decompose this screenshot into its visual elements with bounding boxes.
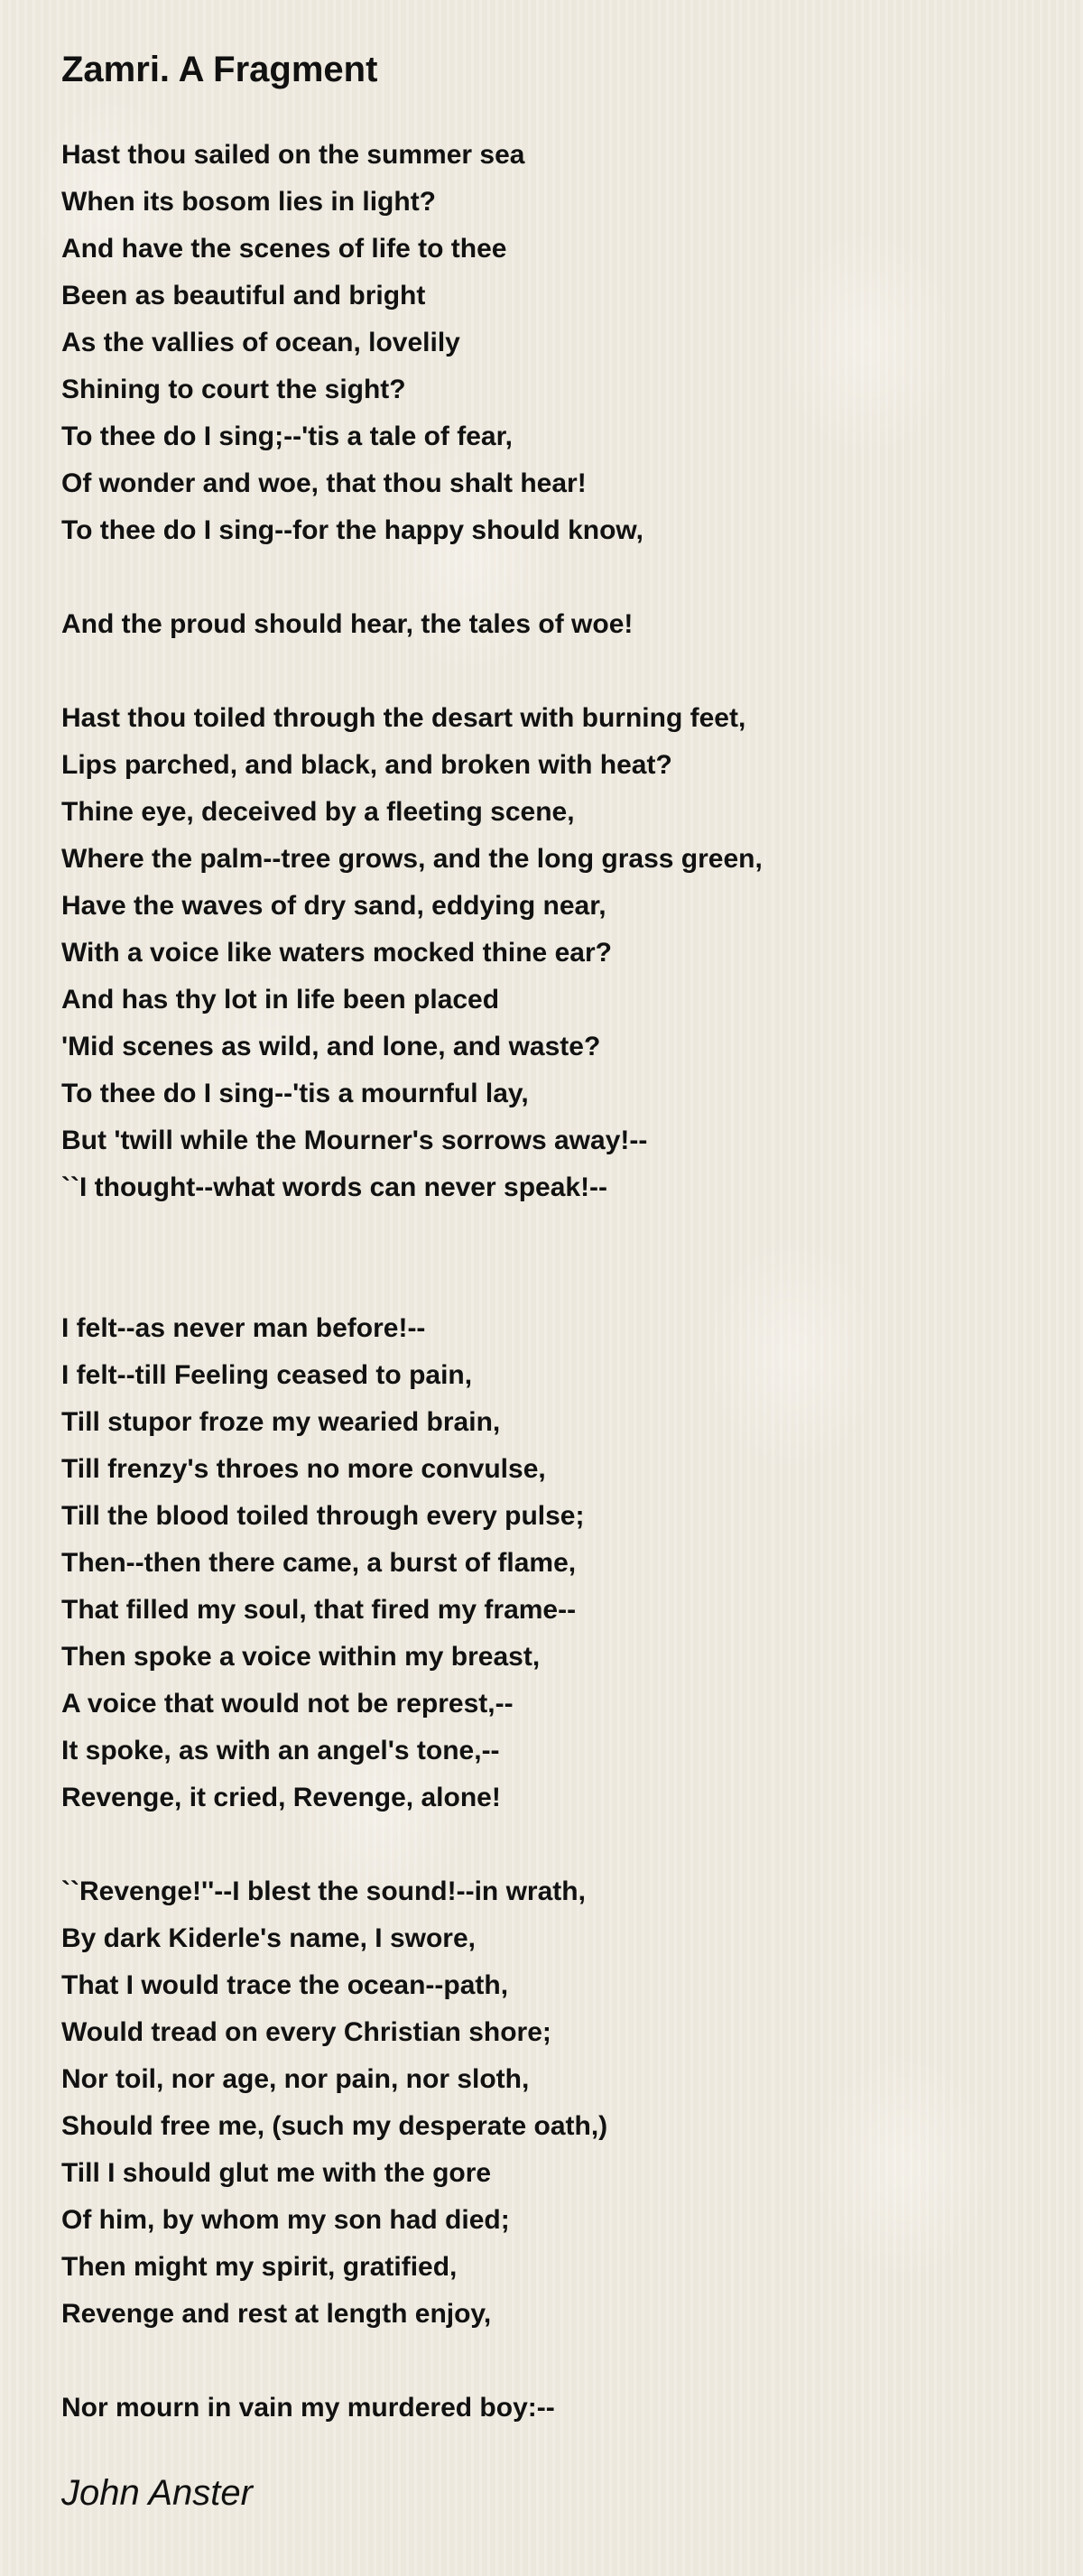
poem-line: ``Revenge!''--I blest the sound!--in wrath, — [61, 1876, 586, 1906]
stanza-break — [61, 648, 1036, 695]
poem-line: Have the waves of dry sand, eddying near, — [61, 891, 606, 921]
stanza-break — [61, 1821, 1036, 1868]
poem-line: Of him, by whom my son had died; — [61, 2205, 510, 2235]
poem-line: To thee do I sing--for the happy should know, — [61, 515, 643, 545]
poem-line: Then--then there came, a burst of flame, — [61, 1548, 577, 1578]
poem-line: Hast thou toiled through the desart with burning feet, — [61, 703, 746, 733]
poem-line: Been as beautiful and bright — [61, 281, 426, 310]
poem-line: That filled my soul, that fired my frame-- — [61, 1595, 577, 1625]
poem-line: Should free me, (such my desperate oath,) — [61, 2111, 608, 2141]
poem-line: Where the palm--tree grows, and the long grass green, — [61, 844, 763, 874]
poem-line: A voice that would not be represt,-- — [61, 1689, 514, 1719]
poem-line: I felt--as never man before!-- — [61, 1313, 426, 1343]
stanza-break — [61, 1258, 1036, 1305]
poem-line: Lips parched, and black, and broken with heat? — [61, 750, 672, 780]
poem-line: ``I thought--what words can never speak!-- — [61, 1172, 608, 1202]
poem-line: Till frenzy's throes no more convulse, — [61, 1454, 546, 1484]
poem-line: Till the blood toiled through every pulse; — [61, 1501, 585, 1531]
stanza-break — [61, 554, 1036, 601]
poem-line: It spoke, as with an angel's tone,-- — [61, 1736, 500, 1765]
poem-line: And has thy lot in life been placed — [61, 985, 500, 1015]
poem-line: Revenge, it cried, Revenge, alone! — [61, 1783, 501, 1812]
poem-line: Would tread on every Christian shore; — [61, 2017, 551, 2047]
poem-line: To thee do I sing--'tis a mournful lay, — [61, 1079, 529, 1108]
poem-line: But 'twill while the Mourner's sorrows away!-- — [61, 1126, 648, 1155]
poem-line: Nor mourn in vain my murdered boy:-- — [61, 2393, 555, 2423]
poem-title: Zamri. A Fragment — [61, 50, 378, 89]
poem-page — [61, 45, 1036, 2516]
poem-line: With a voice like waters mocked thine ear? — [61, 938, 612, 968]
poem-line: 'Mid scenes as wild, and lone, and waste? — [61, 1032, 601, 1061]
poem-line: Thine eye, deceived by a fleeting scene, — [61, 797, 575, 827]
poem-line: Then might my spirit, gratified, — [61, 2252, 458, 2282]
poem-body — [61, 132, 1036, 2432]
stanza-break — [61, 1211, 1036, 1258]
poem-line: Of wonder and woe, that thou shalt hear! — [61, 468, 587, 498]
poem-line: Revenge and rest at length enjoy, — [61, 2299, 492, 2329]
poem-line: Hast thou sailed on the summer sea — [61, 140, 525, 170]
poem-line: And the proud should hear, the tales of woe! — [61, 609, 634, 639]
poem-line: To thee do I sing;--'tis a tale of fear, — [61, 422, 513, 451]
poem-line: As the vallies of ocean, lovelily — [61, 328, 460, 357]
poem-line: That I would trace the ocean--path, — [61, 1970, 509, 2000]
poem-line: Then spoke a voice within my breast, — [61, 1642, 541, 1672]
poem-line: And have the scenes of life to thee — [61, 234, 507, 264]
poem-line: Till I should glut me with the gore — [61, 2158, 492, 2188]
poem-line: Till stupor froze my wearied brain, — [61, 1407, 501, 1437]
stanza-break — [61, 2338, 1036, 2385]
poem-line: Nor toil, nor age, nor pain, nor sloth, — [61, 2064, 530, 2094]
poem-line: I felt--till Feeling ceased to pain, — [61, 1360, 473, 1390]
poem-line: By dark Kiderle's name, I swore, — [61, 1923, 476, 1953]
poem-author: John Anster — [61, 2473, 253, 2513]
poem-line: When its bosom lies in light? — [61, 187, 437, 217]
poem-line: Shining to court the sight? — [61, 375, 406, 404]
